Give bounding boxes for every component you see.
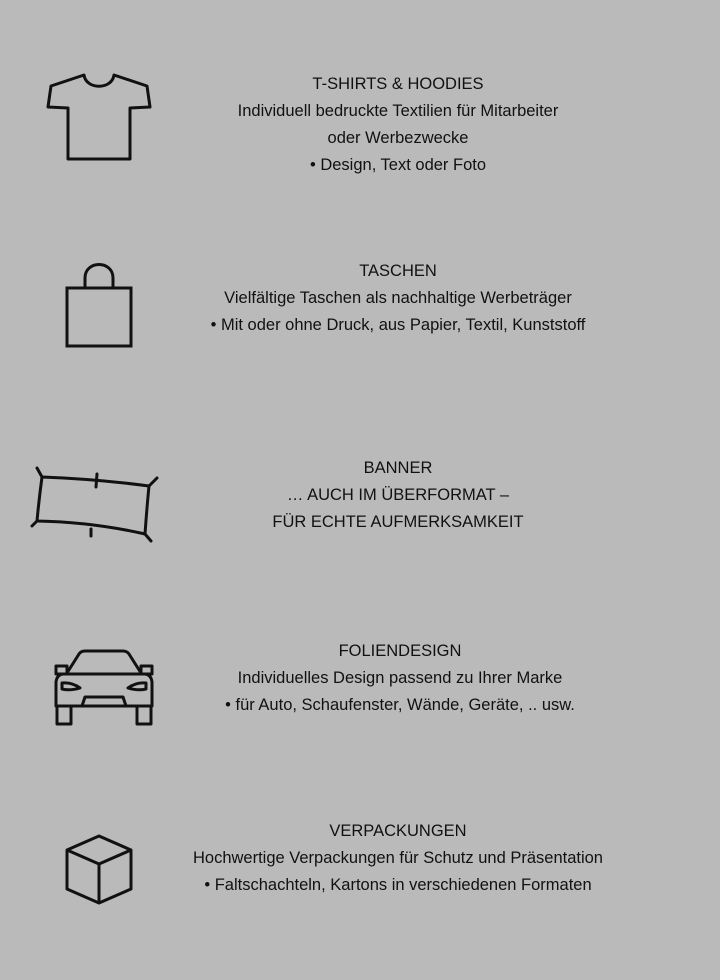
- section-title: VERPACKUNGEN: [329, 822, 467, 840]
- section-title: TASCHEN: [359, 262, 437, 280]
- bag-icon: [64, 262, 134, 350]
- section-line: • Design, Text oder Foto: [309, 156, 487, 174]
- section-line: … AUCH IM ÜBERFORMAT –: [286, 486, 510, 504]
- car-icon: [52, 648, 158, 728]
- section-title: FOLIENDESIGN: [338, 642, 462, 660]
- section-text: [238, 455, 558, 536]
- section-line: Hochwertige Verpackungen für Schutz und Präsentation: [192, 849, 603, 867]
- section-title: BANNER: [363, 459, 433, 477]
- section-line: • Faltschachteln, Kartons in verschiedenen Formaten: [204, 876, 592, 894]
- box-icon: [64, 832, 136, 908]
- section-line: • für Auto, Schaufenster, Wände, Geräte, .. usw.: [225, 696, 575, 714]
- section-title: T-SHIRTS & HOODIES: [312, 75, 484, 93]
- section-text: [180, 638, 620, 719]
- section-text: [148, 818, 648, 899]
- tshirt-icon: [46, 72, 152, 162]
- section-line: • Mit oder ohne Druck, aus Papier, Textil, Kunststoff: [210, 316, 586, 334]
- section-text: [166, 258, 630, 339]
- section-line: Individuelles Design passend zu Ihrer Marke: [237, 669, 563, 687]
- section-text: [196, 71, 600, 179]
- section-line: FÜR ECHTE AUFMERKSAMKEIT: [272, 513, 524, 531]
- section-line: Vielfältige Taschen als nachhaltige Werbeträger: [224, 289, 572, 307]
- banner-icon: [30, 464, 160, 544]
- section-line: Individuell bedruckte Textilien für Mitarbeiter: [237, 102, 559, 120]
- section-line: oder Werbezwecke: [327, 129, 469, 147]
